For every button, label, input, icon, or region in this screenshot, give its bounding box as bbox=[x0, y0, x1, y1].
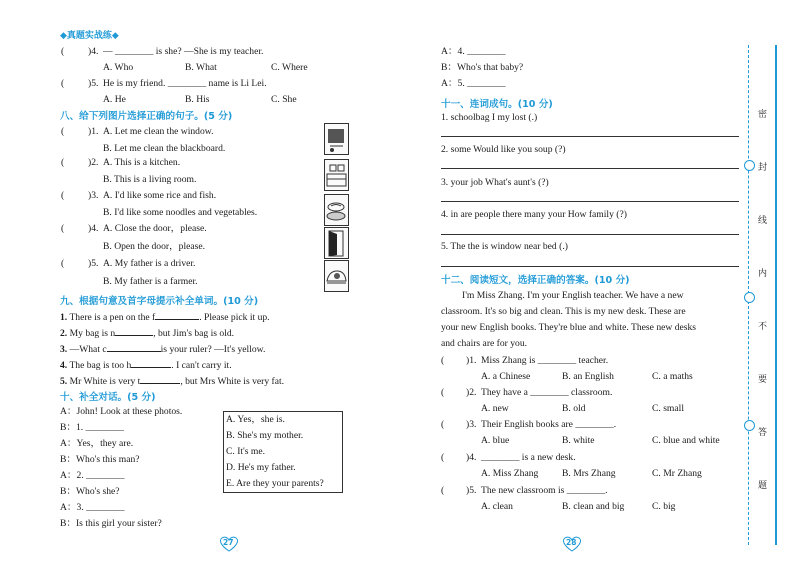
dialog-line: A：3. ________ bbox=[60, 502, 125, 513]
dialog-line: B：Who's this man? bbox=[60, 454, 140, 465]
option-a: A. clean bbox=[481, 501, 513, 512]
food-picture bbox=[324, 194, 349, 226]
fill-item-5 bbox=[60, 374, 284, 388]
question-num: )5. bbox=[88, 258, 99, 269]
paren: ( bbox=[61, 258, 65, 269]
seal-char: 题 bbox=[758, 481, 768, 491]
option-b: B. Open the door，please. bbox=[103, 241, 206, 252]
item-num: 3. bbox=[60, 344, 68, 355]
answer-blank[interactable] bbox=[131, 358, 171, 368]
seal-char: 答 bbox=[758, 428, 768, 438]
option-c: C. Mr Zhang bbox=[652, 468, 702, 479]
paren: ( bbox=[441, 387, 445, 398]
door-picture bbox=[324, 227, 349, 259]
item-pre: The bag is too h bbox=[69, 360, 132, 371]
option-a: A. I'd like some rice and fish. bbox=[103, 190, 217, 201]
question-num: )4. bbox=[88, 223, 99, 234]
item-pre: Mr White is very t bbox=[69, 376, 141, 387]
dialog-line: A：4. ________ bbox=[441, 46, 506, 57]
paren: ( bbox=[441, 452, 445, 463]
seal-char: 密 bbox=[758, 110, 768, 120]
answer-line[interactable] bbox=[441, 201, 739, 202]
answer-blank[interactable] bbox=[115, 326, 153, 336]
dialog-line: A：2. ________ bbox=[60, 470, 125, 481]
paren: ( bbox=[441, 355, 445, 366]
passage-line: your new English books. They're blue and white. These new desks bbox=[441, 322, 697, 333]
item-num: 4. bbox=[60, 360, 68, 371]
option-c: C. Where bbox=[271, 62, 308, 73]
question-num: )2. bbox=[466, 387, 477, 398]
seal-char: 不 bbox=[758, 322, 768, 332]
dialog-option: D. He's my father. bbox=[226, 462, 296, 473]
question-num: )4. bbox=[88, 46, 99, 57]
seal-char: 线 bbox=[758, 216, 768, 226]
option-b: B. What bbox=[185, 62, 217, 73]
dialog-line: B：Is this girl your sister? bbox=[60, 518, 162, 529]
option-c: C. big bbox=[652, 501, 676, 512]
option-a: A. a Chinese bbox=[481, 371, 531, 382]
item-num: 2. bbox=[60, 328, 68, 339]
fill-item-1 bbox=[60, 310, 270, 324]
dialog-option: A. Yes，she is. bbox=[226, 414, 285, 425]
answer-blank[interactable] bbox=[155, 310, 199, 320]
dialog-option: B. She's my mother. bbox=[226, 430, 304, 441]
word-order-item: 2. some Would like you soup (?) bbox=[441, 144, 566, 155]
answer-line[interactable] bbox=[441, 136, 739, 137]
question-num: )1. bbox=[466, 355, 477, 366]
option-c: C. blue and white bbox=[652, 435, 720, 446]
option-c: C. a maths bbox=[652, 371, 693, 382]
option-a: A. Who bbox=[103, 62, 134, 73]
item-pre: —What c bbox=[69, 344, 107, 355]
dialog-line: B：Who's that baby? bbox=[441, 62, 524, 73]
dialog-line: B：Who's she? bbox=[60, 486, 120, 497]
section-11-title: 十一、连词成句。(10 分) bbox=[441, 99, 553, 110]
word-order-item: 1. schoolbag I my lost (.) bbox=[441, 112, 538, 123]
seal-char: 要 bbox=[758, 375, 768, 385]
question-stem: ________ is a new desk. bbox=[481, 452, 576, 463]
paren: ( bbox=[61, 190, 65, 201]
passage-line: I'm Miss Zhang. I'm your English teacher. We have a new bbox=[462, 290, 684, 301]
page-number-right bbox=[561, 535, 583, 553]
paren: ( bbox=[61, 46, 65, 57]
passage-line: and chairs are for you. bbox=[441, 338, 528, 349]
question-num: )4. bbox=[466, 452, 477, 463]
paren: ( bbox=[61, 223, 65, 234]
answer-blank[interactable] bbox=[107, 342, 161, 352]
paren: ( bbox=[61, 157, 65, 168]
question-stem: — ________ is she? —She is my teacher. bbox=[103, 46, 264, 57]
option-b: B. Mrs Zhang bbox=[562, 468, 616, 479]
option-b: B. old bbox=[562, 403, 586, 414]
option-b: B. I'd like some noodles and vegetables. bbox=[103, 207, 258, 218]
question-stem: Miss Zhang is ________ teacher. bbox=[481, 355, 609, 366]
item-pre: My bag is n bbox=[69, 328, 116, 339]
item-post: . I can't carry it. bbox=[171, 360, 232, 371]
option-c: C. She bbox=[271, 94, 297, 105]
option-c: C. small bbox=[652, 403, 684, 414]
page-number-text: 27 bbox=[223, 538, 234, 547]
item-pre: There is a pen on the f bbox=[69, 312, 156, 323]
dialog-line: A：5. ________ bbox=[441, 78, 506, 89]
option-b: B. My father is a farmer. bbox=[103, 276, 198, 287]
question-stem: Their English books are ________. bbox=[481, 419, 617, 430]
fill-item-4 bbox=[60, 358, 232, 372]
answer-line[interactable] bbox=[441, 168, 739, 169]
dialog-line: A：Yes，they are. bbox=[60, 438, 134, 449]
paren: ( bbox=[441, 419, 445, 430]
dialog-option: C. It's me. bbox=[226, 446, 266, 457]
word-order-item: 4. in are people there many your How family (?) bbox=[441, 209, 627, 220]
answer-blank[interactable] bbox=[140, 374, 180, 384]
question-num: )5. bbox=[466, 485, 477, 496]
item-num: 1. bbox=[60, 312, 68, 323]
answer-line[interactable] bbox=[441, 234, 739, 235]
paren: ( bbox=[61, 126, 65, 137]
option-b: B. an English bbox=[562, 371, 614, 382]
option-a: A. blue bbox=[481, 435, 510, 446]
option-a: A. new bbox=[481, 403, 509, 414]
options-box bbox=[223, 411, 343, 493]
option-a: A. He bbox=[103, 94, 126, 105]
option-a: A. This is a kitchen. bbox=[103, 157, 181, 168]
question-num: )3. bbox=[88, 190, 99, 201]
driver-picture bbox=[324, 260, 349, 292]
question-stem: The new classroom is ________. bbox=[481, 485, 608, 496]
fill-item-2 bbox=[60, 326, 234, 340]
question-num: )3. bbox=[466, 419, 477, 430]
binding-blue-line bbox=[775, 45, 777, 545]
option-b: B. white bbox=[562, 435, 595, 446]
option-b: B. His bbox=[185, 94, 210, 105]
paren: ( bbox=[441, 485, 445, 496]
option-a: A. Close the door，please. bbox=[103, 223, 207, 234]
word-order-item: 3. your job What's aunt's (?) bbox=[441, 177, 549, 188]
paren: ( bbox=[61, 78, 65, 89]
section-12-title: 十二、阅读短文，选择正确的答案。(10 分) bbox=[441, 275, 630, 286]
answer-line[interactable] bbox=[441, 266, 739, 267]
page-number-left bbox=[218, 535, 240, 553]
word-order-item: 5. The the is window near bed (.) bbox=[441, 241, 568, 252]
question-num: )1. bbox=[88, 126, 99, 137]
item-num: 5. bbox=[60, 376, 68, 387]
passage-line: classroom. It's so big and clean. This is my new desk. These are bbox=[441, 306, 686, 317]
fill-item-3 bbox=[60, 342, 265, 356]
option-b: B. This is a living room. bbox=[103, 174, 197, 185]
option-b: B. clean and big bbox=[562, 501, 625, 512]
binding-hole bbox=[744, 292, 755, 303]
seal-char: 内 bbox=[758, 269, 768, 279]
item-post: , but Jim's bag is old. bbox=[153, 328, 235, 339]
question-num: )2. bbox=[88, 157, 99, 168]
section-banner: ◆真题实战练◆ bbox=[60, 31, 119, 41]
item-post: , but Mrs White is very fat. bbox=[180, 376, 285, 387]
option-a: A. My father is a driver. bbox=[103, 258, 196, 269]
page-number-text: 28 bbox=[566, 538, 577, 547]
kitchen-picture bbox=[324, 159, 349, 191]
option-a: A. Miss Zhang bbox=[481, 468, 539, 479]
item-post: . Please pick it up. bbox=[199, 312, 270, 323]
seal-char: 封 bbox=[758, 163, 768, 173]
binding-hole bbox=[744, 160, 755, 171]
question-stem: They have a ________ classroom. bbox=[481, 387, 613, 398]
section-9-title: 九、根据句意及首字母提示补全单词。(10 分) bbox=[60, 296, 259, 307]
blackboard-picture bbox=[324, 123, 349, 155]
binding-hole bbox=[744, 420, 755, 431]
section-8-title: 八、给下列图片选择正确的句子。(5 分) bbox=[60, 111, 233, 122]
section-10-title: 十、补全对话。(5 分) bbox=[60, 392, 156, 403]
option-b: B. Let me clean the blackboard. bbox=[103, 143, 226, 154]
dialog-line: A：John! Look at these photos. bbox=[60, 406, 183, 417]
dialog-line: B：1. ________ bbox=[60, 422, 124, 433]
option-a: A. Let me clean the window. bbox=[103, 126, 214, 137]
dialog-option: E. Are they your parents? bbox=[226, 478, 324, 489]
question-stem: He is my friend. ________ name is Li Lei. bbox=[103, 78, 267, 89]
question-num: )5. bbox=[88, 78, 99, 89]
item-post: is your ruler? —It's yellow. bbox=[160, 344, 266, 355]
